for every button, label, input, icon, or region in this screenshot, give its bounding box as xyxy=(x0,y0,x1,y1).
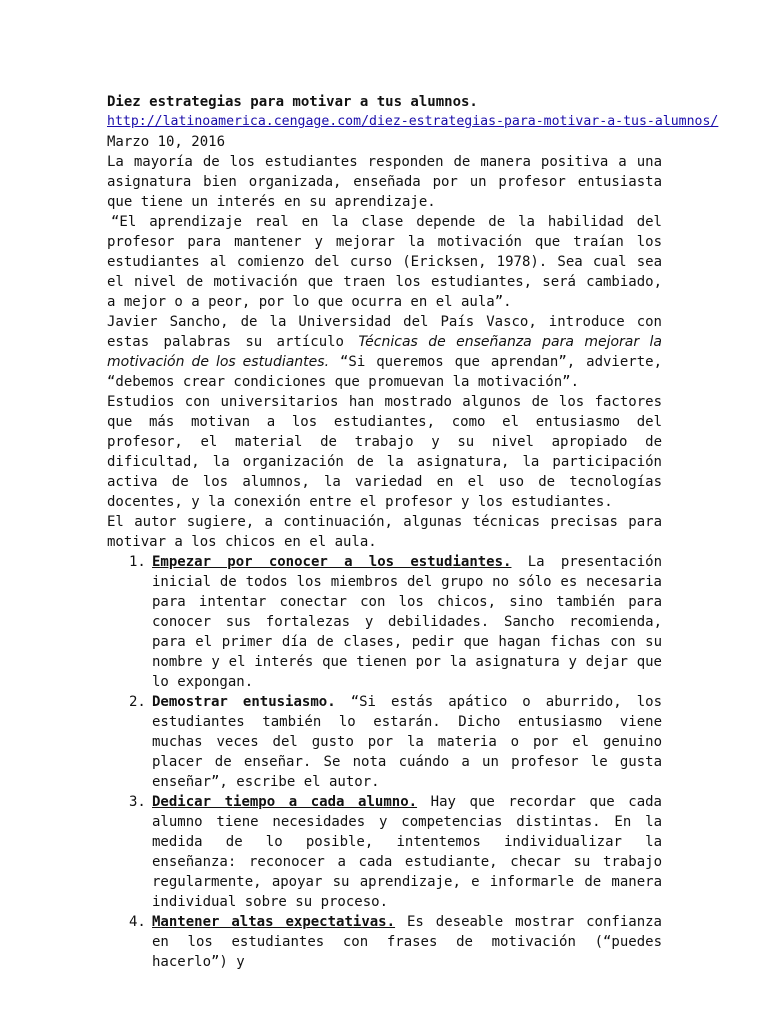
list-item-heading: Dedicar tiempo a cada alumno. xyxy=(152,794,418,810)
list-number: 3. xyxy=(129,794,146,810)
document-page xyxy=(107,92,719,972)
paragraph-quote: “El aprendizaje real en la clase depende de la habilidad del profesor para mantener y mejorar la motivación que traían los estudiantes al comienzo del curso (Ericksen, 1978). Sea cual sea el nivel de motivación que traen los estudiantes, será cambiado, a mejor o a peor, por lo que ocurra en el aula”. xyxy=(107,214,662,310)
paragraph-techniques: El autor sugiere, a continuación, algunas técnicas precisas para motivar a los chicos en el aula. xyxy=(107,514,662,550)
document-date: Marzo 10, 2016 xyxy=(107,134,226,150)
list-item-heading: Mantener altas expectativas. xyxy=(152,914,396,930)
source-link[interactable]: http://latinoamerica.cengage.com/diez-estrategias-para-motivar-a-tus-alumnos/ xyxy=(107,114,719,129)
list-item-text: La presentación inicial de todos los miembros del grupo no sólo es necesaria para intentar conectar con los chicos, sino también para conocer sus fortalezas y debilidades. Sancho recomienda, para el primer día de clases, pedir que hagan fichas con su nombre y el interés que tienen por la asignatura y dejar que lo expongan. xyxy=(152,554,662,690)
list-item xyxy=(107,792,662,912)
list-number: 1. xyxy=(129,554,146,570)
list-item-heading: Demostrar entusiasmo. xyxy=(152,694,336,710)
list-number: 2. xyxy=(129,694,146,710)
list-item xyxy=(107,552,662,692)
list-item-text: Hay que recordar que cada alumno tiene necesidades y competencias distintas. En la medida de lo posible, intentemos individualizar la enseñanza: reconocer a cada estudiante, checar su trabajo regularmente, apoyar su aprendizaje, e informarle de manera individual sobre su proceso. xyxy=(152,794,662,910)
list-item-heading: Empezar por conocer a los estudiantes. xyxy=(152,554,512,570)
list-number: 4. xyxy=(129,914,146,930)
paragraph-author-text: Javier Sancho, de la Universidad del País Vasco, introduce con estas palabras su artículo xyxy=(107,314,662,350)
list-item-text: “Si estás apático o aburrido, los estudiantes también lo estarán. Dicho entusiasmo viene muchas veces del gusto por la materia o por el genuino placer de enseñar. Se nota cuándo a un profesor le gusta enseñar”, escribe el autor. xyxy=(152,694,662,790)
list-item xyxy=(107,692,662,792)
list-item-text: Es deseable mostrar confianza en los estudiantes con frases de motivación (“puedes hacerlo”) y xyxy=(152,914,662,970)
paragraph-studies: Estudios con universitarios han mostrado algunos de los factores que más motivan a los estudiantes, como el entusiasmo del profesor, el material de trabajo y su nivel apropiado de dificultad, la organización de la asignatura, la participación activa de los alumnos, la variedad en el uso de tecnologías docentes, y la conexión entre el profesor y los estudiantes. xyxy=(107,394,662,510)
paragraph-intro: La mayoría de los estudiantes responden de manera positiva a una asignatura bien organizada, enseñada por un profesor entusiasta que tiene un interés en su aprendizaje. xyxy=(107,154,662,210)
list-item xyxy=(107,912,662,972)
article-title: Técnicas de enseñanza para mejorar la motivación de los estudiantes. xyxy=(107,334,663,370)
paragraph-author xyxy=(107,312,662,392)
document-title: Diez estrategias para motivar a tus alumnos. xyxy=(107,94,478,110)
strategy-list xyxy=(107,552,662,972)
paragraph-author-quote: “Si queremos que aprendan”, advierte, “debemos crear condiciones que promuevan la motivación”. xyxy=(107,354,662,390)
